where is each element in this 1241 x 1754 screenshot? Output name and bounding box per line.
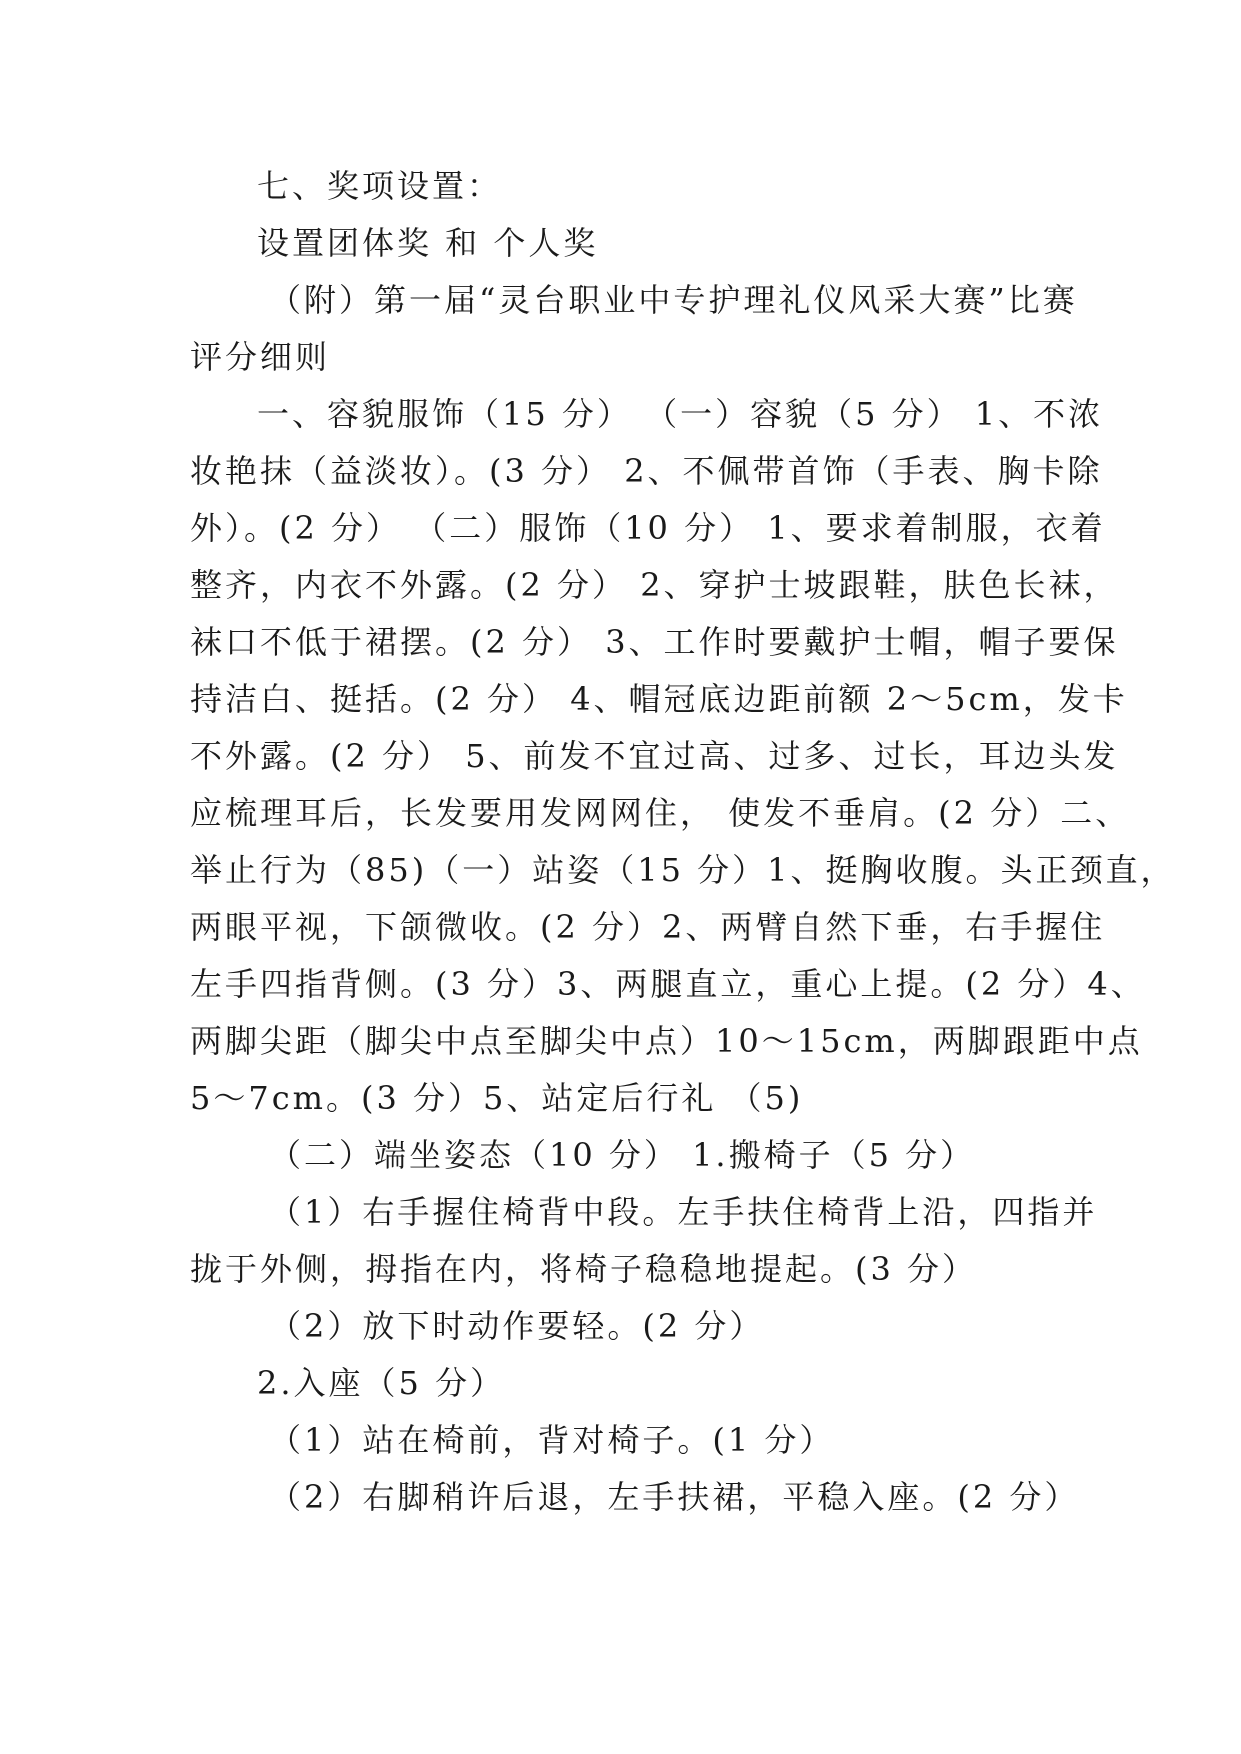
paragraph-line: 举止行为（85)（一）站姿（15 分）1、挺胸收腹。头正颈直， <box>190 851 1176 889</box>
paragraph-line: 两眼平视，下颌微收。(2 分）2、两臂自然下垂，右手握住 <box>190 908 1106 946</box>
paragraph-line: 不外露。(2 分） 5、前发不宜过高、过多、过长，耳边头发 <box>190 737 1119 775</box>
paragraph-line: 整齐，内衣不外露。(2 分） 2、穿护士坡跟鞋，肤色长袜， <box>190 566 1119 604</box>
paragraph-line: 袜口不低于裙摆。(2 分） 3、工作时要戴护士帽，帽子要保 <box>190 623 1119 661</box>
list-item: （1）站在椅前，背对椅子。(1 分） <box>269 1421 835 1459</box>
subsection-heading: 2.入座（5 分） <box>257 1364 506 1402</box>
paragraph-line: 应梳理耳后，长发要用发网网住， 使发不垂肩。(2 分）二、 <box>190 794 1131 832</box>
list-item-cont: 拢于外侧，拇指在内，将椅子稳稳地提起。(3 分） <box>190 1250 978 1288</box>
subsection-heading: （二）端坐姿态（10 分） 1.搬椅子（5 分） <box>269 1136 976 1174</box>
appendix-title-cont: 评分细则 <box>190 338 331 376</box>
section-7-heading: 七、奖项设置： <box>257 167 503 205</box>
paragraph-line: 外）。(2 分） （二）服饰（10 分） 1、要求着制服，衣着 <box>190 509 1106 547</box>
paragraph-line: 左手四指背侧。(3 分）3、两腿直立，重心上提。(2 分）4、 <box>190 965 1146 1003</box>
list-item: （2）右脚稍许后退，左手扶裙，平稳入座。(2 分） <box>269 1478 1080 1516</box>
appendix-title: （附）第一届“灵台职业中专护理礼仪风采大赛”比赛 <box>269 281 1078 319</box>
list-item: （2）放下时动作要轻。(2 分） <box>269 1307 765 1345</box>
paragraph-line: 持洁白、挺括。(2 分） 4、帽冠底边距前额 2～5cm，发卡 <box>190 680 1128 718</box>
paragraph-line: 两脚尖距（脚尖中点至脚尖中点）10～15cm，两脚跟距中点 <box>190 1022 1143 1060</box>
awards-line: 设置团体奖 和 个人奖 <box>257 224 599 262</box>
list-item: （1）右手握住椅背中段。左手扶住椅背上沿，四指并 <box>269 1193 1098 1231</box>
paragraph-line: 5～7cm。(3 分）5、站定后行礼 （5) <box>190 1079 804 1117</box>
paragraph-line: 妆艳抹（益淡妆）。(3 分） 2、不佩带首饰（手表、胸卡除 <box>190 452 1103 490</box>
paragraph-line: 一、容貌服饰（15 分） （一）容貌（5 分） 1、不浓 <box>257 395 1104 433</box>
